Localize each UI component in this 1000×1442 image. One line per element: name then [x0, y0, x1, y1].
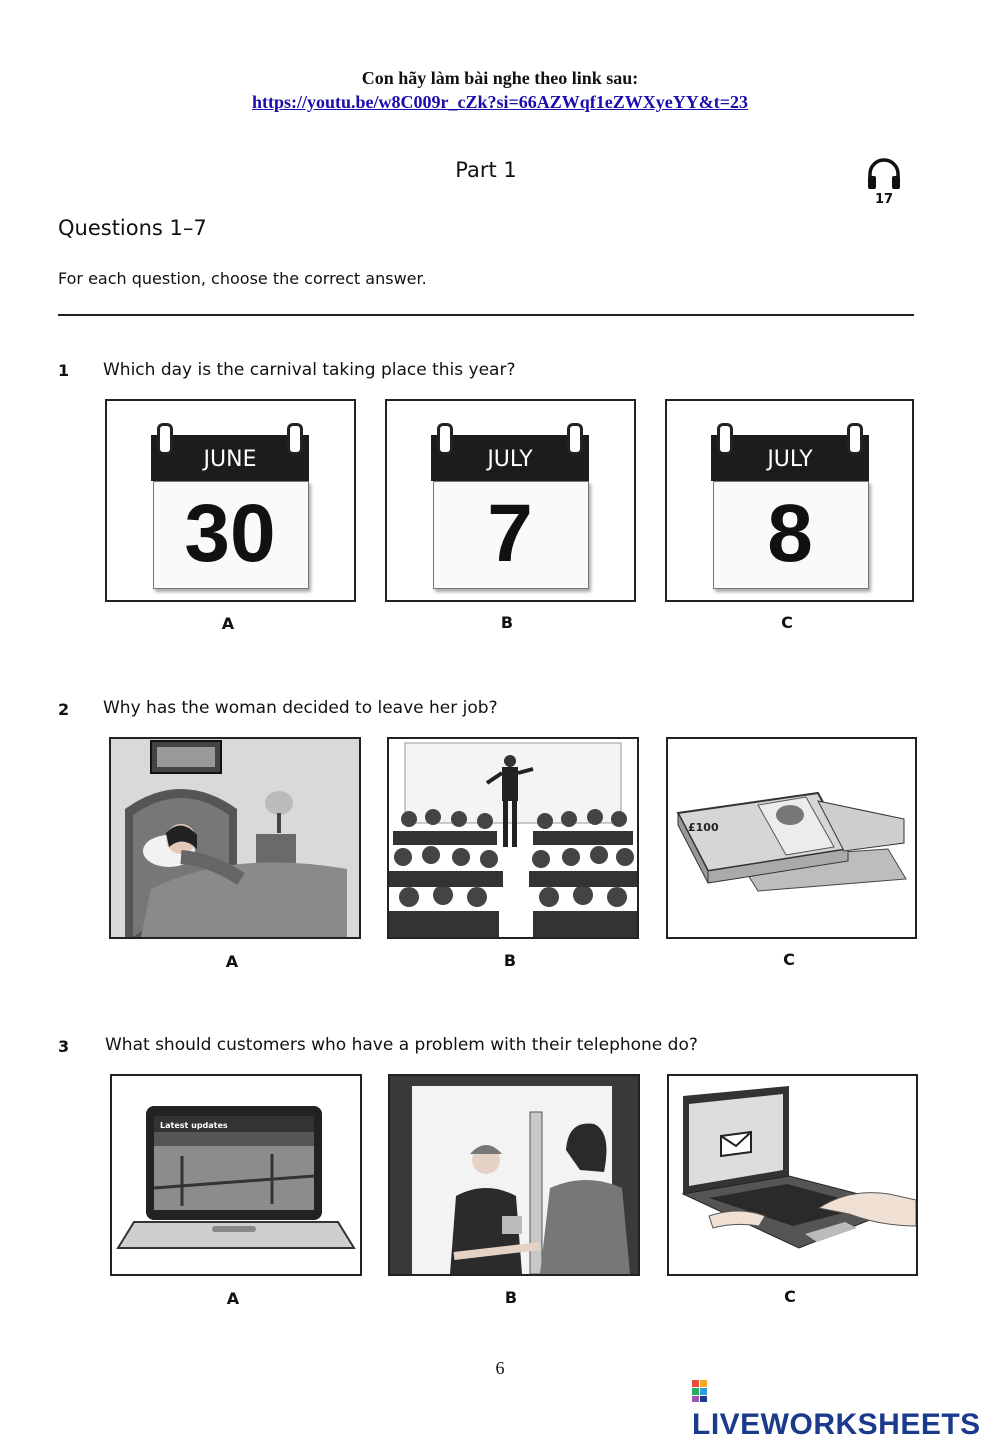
banknote-value: £100: [688, 821, 719, 834]
calendar-month: JULY: [711, 435, 869, 481]
option-2b[interactable]: [387, 737, 639, 939]
audio-track-marker: [862, 156, 906, 212]
question-number: 3: [58, 1037, 70, 1056]
option-3b[interactable]: [388, 1074, 640, 1276]
headphones-icon: [866, 156, 902, 190]
page-number: 6: [495, 1358, 505, 1378]
man-presenting-to-audience-icon: [389, 739, 637, 937]
question-text: Why has the woman decided to leave her job?: [103, 698, 498, 718]
option-label: C: [784, 1287, 796, 1306]
calendar-month: JULY: [431, 435, 589, 481]
instruction-text: For each question, choose the correct answer.: [58, 269, 427, 288]
question-number: 2: [58, 700, 70, 719]
calendar-icon: [431, 423, 589, 585]
stacks-of-banknotes-icon: [668, 739, 915, 937]
option-3c[interactable]: [667, 1074, 918, 1276]
intro-line: Con hãy làm bài nghe theo link sau:: [361, 68, 639, 88]
option-label: B: [503, 951, 517, 970]
option-3a[interactable]: [110, 1074, 362, 1276]
divider: [58, 314, 914, 316]
sick-woman-in-bed-icon: [111, 739, 359, 937]
calendar-day: 7: [487, 488, 533, 579]
option-2c[interactable]: [666, 737, 917, 939]
calendar-ring: [717, 423, 733, 455]
calendar-ring: [157, 423, 173, 455]
calendar-ring: [567, 423, 583, 455]
calendar-month: JUNE: [151, 435, 309, 481]
calendar-icon: [151, 423, 309, 585]
option-label: A: [226, 1289, 240, 1308]
website-heading: Latest updates: [160, 1121, 228, 1130]
option-1c[interactable]: [665, 399, 914, 602]
section-heading: Questions 1–7: [58, 216, 207, 240]
option-1b[interactable]: [385, 399, 636, 602]
brand-name: LIVEWORKSHEETS: [692, 1408, 981, 1441]
intro-block: [0, 66, 1000, 114]
option-label: B: [504, 1288, 518, 1307]
calendar-icon: [711, 423, 869, 585]
option-label: C: [781, 613, 793, 632]
laptop-website-icon: [112, 1076, 360, 1274]
calendar-ring: [287, 423, 303, 455]
option-label: C: [783, 950, 795, 969]
question-text: What should customers who have a problem with their telephone do?: [105, 1035, 698, 1055]
calendar-day: 30: [184, 488, 276, 579]
part-title: Part 1: [455, 158, 517, 182]
engineer-at-door-icon: [390, 1076, 638, 1274]
listening-link[interactable]: https://youtu.be/w8C009r_cZk?si=66AZWqf1eZWXyeYY&t=23: [251, 92, 749, 112]
option-label: B: [500, 613, 514, 632]
liveworksheets-logo-icon: [692, 1380, 714, 1402]
track-number: 17: [874, 192, 894, 207]
question-text: Which day is the carnival taking place this year?: [103, 360, 516, 380]
option-2a[interactable]: [109, 737, 361, 939]
option-1a[interactable]: [105, 399, 356, 602]
calendar-ring: [847, 423, 863, 455]
brand-logo[interactable]: [692, 1374, 1000, 1442]
option-label: A: [221, 614, 235, 633]
question-number: 1: [58, 361, 70, 380]
option-label: A: [225, 952, 239, 971]
calendar-day: 8: [767, 488, 813, 579]
calendar-ring: [437, 423, 453, 455]
laptop-email-icon: [669, 1076, 916, 1274]
